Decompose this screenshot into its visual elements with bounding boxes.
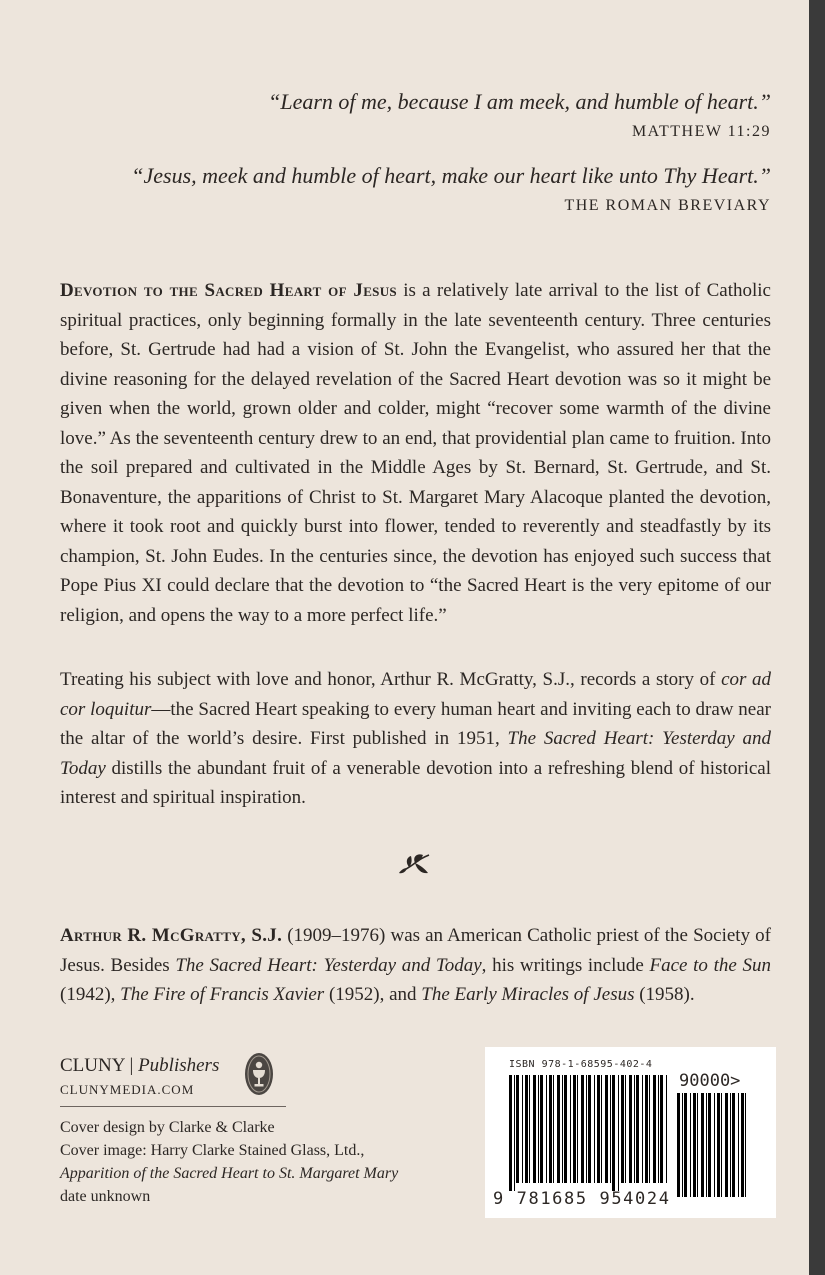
barcode-bar: [706, 1093, 707, 1197]
barcode-bar: [660, 1075, 663, 1183]
barcode-bar: [649, 1075, 650, 1183]
author-bio: [60, 921, 771, 1010]
publisher-wordmark: CLUNY: [60, 1055, 125, 1076]
barcode-bar: [577, 1075, 578, 1183]
barcode-bar: [690, 1093, 691, 1197]
barcode-bar: [634, 1075, 635, 1183]
barcode-bar: [601, 1075, 602, 1183]
barcode-bar: [581, 1075, 584, 1183]
book-title: The Fire of Francis Xavier: [120, 984, 325, 1005]
barcode-bar: [522, 1075, 523, 1183]
lead-in-smallcaps: Devotion to the Sacred Heart of Jesus: [60, 280, 397, 301]
publisher-url: CLUNYMEDIA.COM: [60, 1082, 195, 1097]
publisher-label: Publishers: [138, 1055, 220, 1076]
quote-text: “Learn of me, because I am meek, and humble of heart.”: [268, 89, 771, 114]
divider: [60, 1106, 286, 1107]
publisher-block: [60, 1054, 219, 1098]
image-credit: Cover image: Harry Clarke Stained Glass, Ltd.,: [60, 1142, 365, 1159]
barcode-bar: [529, 1075, 530, 1183]
barcode-bar: [549, 1075, 552, 1183]
barcode-bar: [629, 1075, 632, 1183]
spine-edge: [809, 0, 825, 1275]
barcode-bar: [658, 1075, 659, 1183]
paragraph-text: is a relatively late arrival to the list of Catholic spiritual practices, only beginning formally in the late seventeenth century. Three centuries before, St. Gertrude had had a vision of St. John the Evangelist, who assured her that the divine reasoning for the delayed revelation of the Sacred Heart devotion was so it might be given when the world, grown older and colder, might “recover some warmth of the divine love.” As the seventeenth century drew to an end, that providential plan came to fruition. Into the soil prepared and cultivated in the Middle Ages by St. Bernard, St. Gertrude, and St. Bonaventure, the apparitions of Christ to St. Margaret Mary Alacoque planted the devotion, where it took root and quickly burst into flower, tended to reverently and steadfastly by its champion, St. John Eudes. In the centuries since, the devotion has enjoyed such success that Pope Pius XI could declare that the devotion to “the Sacred Heart is the very epitome of our religion, and opens the way to a more perfect life.”: [60, 280, 771, 626]
barcode-bar: [730, 1093, 731, 1197]
book-title: The Sacred Heart: Yesterday and Today: [175, 954, 482, 976]
publisher-separator: |: [124, 1055, 139, 1076]
barcode-bar: [714, 1093, 715, 1197]
barcode-bar: [621, 1075, 624, 1183]
ean-barcode-bars: [509, 1075, 667, 1191]
barcode-bar: [553, 1075, 554, 1183]
epigraph-quote-2: [60, 162, 771, 216]
barcode-bar: [725, 1093, 728, 1197]
barcode-bar: [605, 1075, 608, 1183]
book-title: The Sacred Heart: Yesterday and Today: [60, 728, 771, 779]
barcode-digits: 9 781685 954024: [493, 1189, 671, 1209]
barcode-bar: [636, 1075, 639, 1183]
publisher-name: [60, 1054, 219, 1078]
bio-text: (1958).: [634, 984, 695, 1005]
barcode-bar: [610, 1075, 611, 1183]
barcode-bar: [533, 1075, 536, 1183]
barcode-bar: [677, 1093, 680, 1197]
description-paragraph-1: [60, 276, 771, 630]
barcode-bar: [597, 1075, 600, 1183]
isbn-label: ISBN 978-1-68595-402-4: [509, 1059, 653, 1070]
barcode-bar: [540, 1075, 543, 1183]
description-paragraph-2: [60, 665, 771, 813]
barcode-bar: [570, 1075, 571, 1183]
isbn-barcode: [485, 1047, 776, 1218]
paragraph-text: —the Sacred Heart speaking to every human heart and inviting each to draw near the altar of the world’s desire. First published in 1951,: [60, 698, 771, 749]
artwork-date: date unknown: [60, 1188, 151, 1205]
fleuron-leaf-icon: [398, 852, 432, 876]
barcode-bar: [562, 1075, 563, 1183]
barcode-bar: [588, 1075, 591, 1183]
barcode-bar: [525, 1075, 528, 1183]
author-name: Arthur R. McGratty, S.J.: [60, 925, 283, 946]
barcode-bar: [564, 1075, 567, 1183]
barcode-bar: [721, 1093, 722, 1197]
chalice-seal-icon: [244, 1052, 274, 1096]
artwork-title: Apparition of the Sacred Heart to St. Margaret Mary: [60, 1165, 399, 1182]
addon-barcode-bars: [677, 1093, 749, 1205]
barcode-bar: [717, 1093, 720, 1197]
barcode-bar: [546, 1075, 547, 1183]
barcode-bar: [645, 1075, 648, 1183]
barcode-bar: [642, 1075, 643, 1183]
barcode-bar: [682, 1093, 683, 1197]
barcode-bar: [708, 1093, 711, 1197]
barcode-bar: [573, 1075, 576, 1183]
barcode-bar: [514, 1075, 515, 1191]
barcode-bar: [666, 1075, 667, 1183]
barcode-bar: [625, 1075, 626, 1183]
paragraph-text: Treating his subject with love and honor, Arthur R. McGratty, S.J., records a story of: [60, 669, 722, 690]
barcode-bar: [738, 1093, 739, 1197]
price-code: 90000>: [679, 1071, 741, 1091]
bio-text: (1909–1976) was an American Catholic priest of the Society of Jesus. Besides: [60, 925, 771, 976]
barcode-bar: [618, 1075, 619, 1191]
quote-attribution: THE ROMAN BREVIARY: [564, 197, 771, 214]
book-title: Face to the Sun: [649, 954, 771, 976]
barcode-bar: [557, 1075, 560, 1183]
epigraph-quote-1: [60, 88, 771, 142]
barcode-bar: [697, 1093, 698, 1197]
barcode-bar: [684, 1093, 687, 1197]
bio-text: , his writings include: [481, 954, 650, 976]
barcode-bar: [653, 1075, 656, 1183]
barcode-bar: [732, 1093, 735, 1197]
barcode-bar: [516, 1075, 519, 1183]
barcode-bar: [701, 1093, 704, 1197]
quote-attribution: MATTHEW 11:29: [631, 123, 771, 140]
barcode-bar: [693, 1093, 696, 1197]
quote-text: “Jesus, meek and humble of heart, make our heart like unto Thy Heart.”: [131, 163, 771, 188]
barcode-bar: [586, 1075, 587, 1183]
bio-text: (1952), and: [324, 984, 422, 1005]
barcode-bar: [594, 1075, 595, 1183]
latin-phrase: cor ad cor loquitur: [60, 669, 772, 720]
bio-text: (1942),: [60, 984, 121, 1005]
cover-credits: [60, 1116, 420, 1208]
book-title: The Early Miracles of Jesus: [421, 984, 635, 1005]
barcode-bar: [745, 1093, 746, 1197]
barcode-bar: [538, 1075, 539, 1183]
barcode-bar: [612, 1075, 615, 1191]
barcode-bar: [509, 1075, 512, 1191]
design-credit: Cover design by Clarke & Clarke: [60, 1119, 275, 1136]
paragraph-text: distills the abundant fruit of a venerable devotion into a refreshing blend of historical interest and spiritual inspiration.: [60, 757, 771, 808]
barcode-bar: [741, 1093, 744, 1197]
